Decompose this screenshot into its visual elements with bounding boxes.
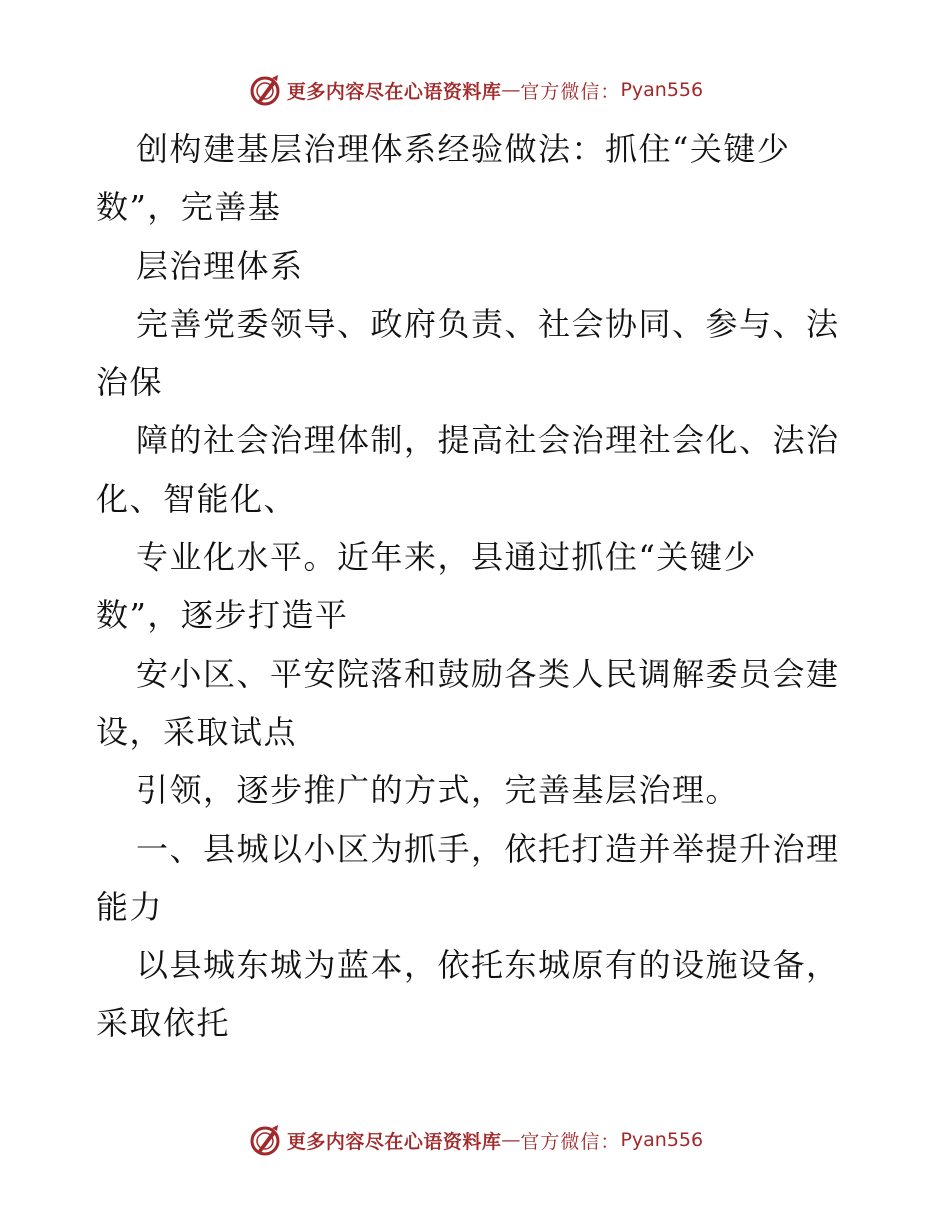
text-line: 专业化水平。近年来，县通过抓住“关键少 (136, 538, 757, 577)
text-line: 障的社会治理体制，提高社会治理社会化、法治 (136, 421, 840, 460)
document-body (96, 120, 856, 1053)
footer-banner (0, 1120, 950, 1160)
header-title: 更多内容尽在心语资料库 (286, 80, 502, 103)
text-line: 创构建基层治理体系经验做法：抓住“关键少 (136, 130, 791, 168)
text-line: 一、县城以小区为抓手，依托打造并举提升治理 (136, 829, 840, 868)
text-line: 能力 (96, 887, 164, 926)
text-line: 治保 (96, 363, 164, 402)
pen-logo-icon (247, 72, 283, 108)
text-line: 以县城东城为蓝本，依托东城原有的设施设备， (136, 946, 840, 985)
header-wechat-label: 官方微信： (520, 80, 621, 103)
header-wechat-id: Pyan556 (620, 79, 704, 101)
text-line: 设，采取试点 (96, 712, 298, 751)
text-line: 完善党委领导、政府负责、社会协同、参与、法 (136, 304, 840, 343)
text-line: 数”，完善基 (96, 188, 282, 227)
footer-wechat-label: 官方微信： (520, 1130, 621, 1153)
footer-wechat-id: Pyan556 (620, 1129, 704, 1151)
footer-dash: — (501, 1129, 521, 1151)
footer-title: 更多内容尽在心语资料库 (286, 1130, 502, 1153)
text-line: 安小区、平安院落和鼓励各类人民调解委员会建 (136, 654, 840, 693)
text-line: 化、智能化、 (96, 479, 298, 518)
text-line: 层治理体系 (136, 246, 304, 285)
text-line: 引领，逐步推广的方式，完善基层治理。 (136, 771, 740, 810)
header-banner (0, 70, 950, 110)
pen-logo-icon (247, 1122, 283, 1158)
text-line: 采取依托 (96, 1004, 231, 1043)
text-line: 数”，逐步打造平 (96, 596, 349, 635)
header-dash: — (501, 79, 521, 101)
